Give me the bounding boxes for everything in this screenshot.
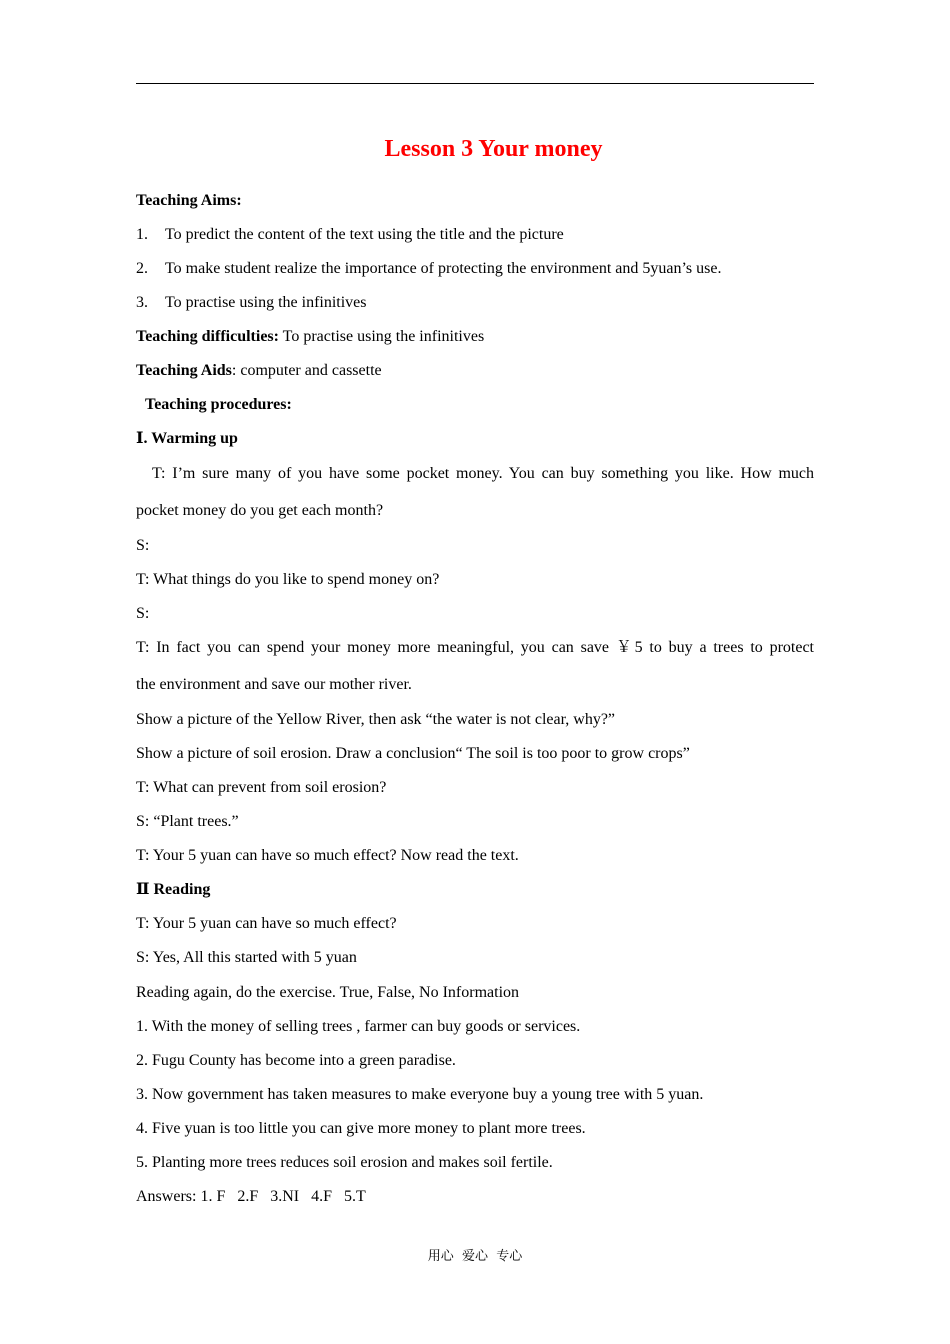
aim-item xyxy=(136,259,721,279)
reading-heading: Ⅱ Reading xyxy=(136,881,211,898)
exercise-item: 4. Five yuan is too little you can give more money to plant more trees. xyxy=(136,1120,586,1137)
aims-heading: Teaching Aims: xyxy=(136,192,242,209)
paragraph-line: T: In fact you can spend your money more meaningful, you can save ￥5 to buy a trees to protect xyxy=(136,639,814,656)
aim-number: 3. xyxy=(136,294,148,311)
paragraph-line: S: Yes, All this started with 5 yuan xyxy=(136,949,357,966)
answers-line: Answers: 1. F 2.F 3.NI 4.F 5.T xyxy=(136,1188,366,1205)
paragraph-line: T: I’m sure many of you have some pocket money. You can buy something you like. How much xyxy=(152,465,814,482)
paragraph-line: Show a picture of the Yellow River, then ask “the water is not clear, why?” xyxy=(136,711,616,728)
exercise-item: 2. Fugu County has become into a green paradise. xyxy=(136,1052,456,1069)
difficulties-label: Teaching difficulties: xyxy=(136,328,279,345)
difficulties-text: To practise using the infinitives xyxy=(278,328,485,345)
page-footer: 用心 爱心 专心 xyxy=(427,1249,523,1264)
aim-item xyxy=(136,293,367,313)
aids-text: : computer and cassette xyxy=(231,362,382,379)
paragraph-line: T: What things do you like to spend money on? xyxy=(136,571,440,588)
exercise-item: 1. With the money of selling trees , farmer can buy goods or services. xyxy=(136,1018,581,1035)
aim-number: 2. xyxy=(136,260,148,277)
paragraph-line: S: xyxy=(136,605,150,622)
warming-up-heading: Ⅰ. Warming up xyxy=(136,430,238,447)
paragraph-line: pocket money do you get each month? xyxy=(136,502,384,519)
paragraph-line: S: “Plant trees.” xyxy=(136,813,239,830)
paragraph-line: Reading again, do the exercise. True, False, No Information xyxy=(136,984,520,1001)
procedures-heading: Teaching procedures: xyxy=(145,396,292,413)
aim-text: To practise using the infinitives xyxy=(165,294,367,311)
aim-number: 1. xyxy=(136,226,148,243)
aids-line xyxy=(136,361,382,381)
difficulties-line xyxy=(136,327,484,347)
aids-label: Teaching Aids xyxy=(136,362,232,379)
paragraph-line: S: xyxy=(136,537,150,554)
aim-text: To predict the content of the text using the title and the picture xyxy=(165,226,564,243)
paragraph-line: T: Your 5 yuan can have so much effect? Now read the text. xyxy=(136,847,519,864)
aim-item xyxy=(136,225,564,245)
header-rule xyxy=(136,83,814,84)
paragraph-line: T: Your 5 yuan can have so much effect? xyxy=(136,915,397,932)
paragraph-line: T: What can prevent from soil erosion? xyxy=(136,779,387,796)
aim-text: To make student realize the importance of protecting the environment and 5yuan’s use. xyxy=(165,260,722,277)
exercise-item: 5. Planting more trees reduces soil erosion and makes soil fertile. xyxy=(136,1154,553,1171)
exercise-item: 3. Now government has taken measures to make everyone buy a young tree with 5 yuan. xyxy=(136,1086,704,1103)
lesson-title: Lesson 3 Your money xyxy=(384,136,603,162)
paragraph-line: Show a picture of soil erosion. Draw a conclusion“ The soil is too poor to grow crops” xyxy=(136,745,690,762)
paragraph-line: the environment and save our mother river. xyxy=(136,676,412,693)
